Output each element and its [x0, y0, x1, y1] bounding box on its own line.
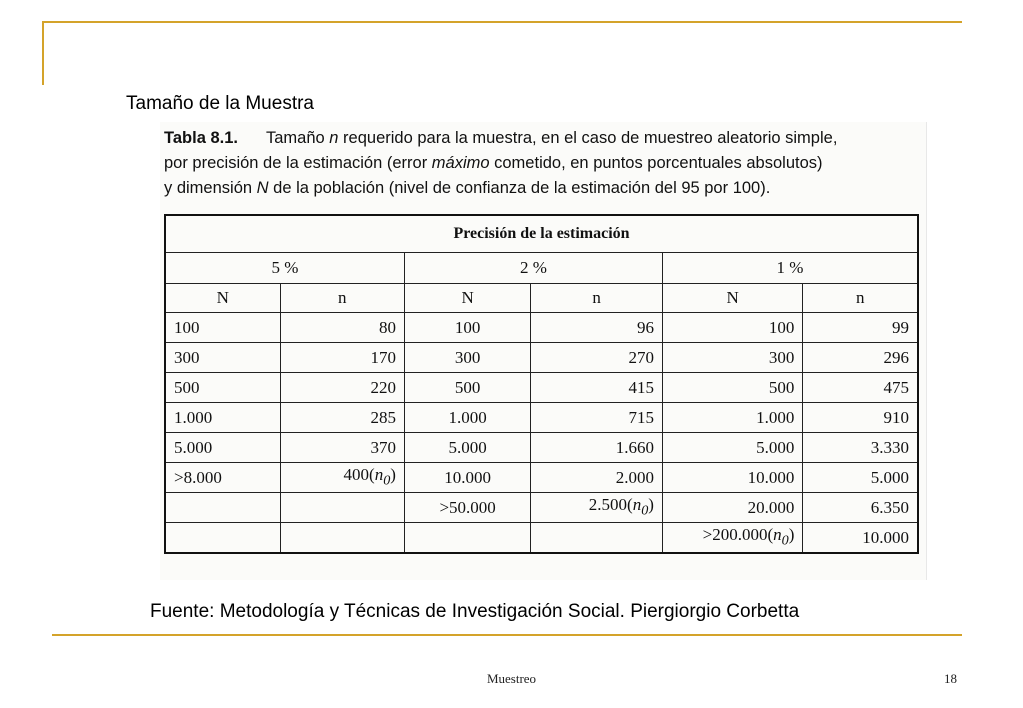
table-cell: [404, 373, 530, 403]
top-rule: [42, 21, 962, 23]
table-cell: [404, 313, 530, 343]
cell-value: 96: [636, 317, 654, 337]
cell-value: 270: [628, 347, 654, 367]
table-cell: [280, 313, 404, 343]
cell-value: 100: [768, 317, 795, 337]
caption-italic-n: n: [329, 129, 339, 147]
table-cell: [280, 343, 404, 373]
cell-value: >200.000(: [702, 525, 774, 545]
table-cell: $2.500(n_0)$: [531, 493, 663, 523]
cell-value: 475: [883, 377, 909, 397]
table-cell: [803, 463, 918, 493]
table-cell: [531, 403, 663, 433]
cell-value: 3.330: [870, 437, 909, 457]
table-cell: $400(n_0)$: [280, 463, 404, 493]
table-cell: [531, 523, 663, 554]
group-header-1: 1 %: [662, 253, 918, 284]
table-row: [165, 343, 918, 373]
cell-value: 2.000: [615, 467, 654, 487]
cell-value: 285: [370, 407, 396, 427]
table-cell: [662, 493, 802, 523]
table-cell: [803, 493, 918, 523]
cell-value: 100: [454, 317, 481, 337]
column-header-n: n: [280, 284, 404, 313]
cell-value: 5.000: [174, 437, 213, 457]
table-cell: [165, 463, 280, 493]
column-header-N: N: [662, 284, 802, 313]
table-cell: [280, 433, 404, 463]
cell-value: 5.000: [448, 437, 487, 457]
table-cell: [803, 523, 918, 554]
cell-value: 20.000: [747, 497, 795, 517]
cell-value: 1.000: [174, 407, 213, 427]
table-cell: [662, 313, 802, 343]
table-cell: [165, 343, 280, 373]
table-cell: [803, 433, 918, 463]
table-cell: [165, 373, 280, 403]
table-cell: [165, 403, 280, 433]
caption-text: cometido, en puntos porcentuales absolutos): [489, 154, 823, 172]
cell-value: >50.000: [439, 497, 496, 517]
cell-value: 100: [174, 317, 200, 337]
cell-value: 6.350: [870, 497, 909, 517]
table-cell: $>200.000(n_0)$: [662, 523, 802, 554]
cell-value: 500: [454, 377, 481, 397]
cell-value: 10.000: [747, 467, 795, 487]
n0-symbol: $n_0$: [632, 495, 649, 519]
cell-value: 370: [370, 437, 396, 457]
table-row: [165, 403, 918, 433]
table-cell: [531, 373, 663, 403]
table-cell: [404, 463, 530, 493]
caption-italic: máximo: [431, 154, 490, 172]
table-row: [165, 463, 918, 493]
page-number: 18: [944, 671, 957, 686]
cell-value: 300: [454, 347, 481, 367]
table-cell: [803, 403, 918, 433]
table-cell: [803, 373, 918, 403]
table-cell: [662, 433, 802, 463]
column-header-n: n: [803, 284, 918, 313]
sample-size-table: [164, 214, 919, 554]
cell-value: 170: [370, 347, 396, 367]
source-citation: Fuente: Metodología y Técnicas de Investigación Social. Piergiorgio Corbetta: [150, 601, 800, 622]
table-cell: [280, 373, 404, 403]
table-cell: [404, 403, 530, 433]
cell-value: 300: [174, 347, 200, 367]
group-header-2: 2 %: [404, 253, 662, 284]
left-rule: [42, 21, 44, 85]
cell-value: 910: [883, 407, 909, 427]
scanned-table-image: [160, 122, 926, 580]
slide-title: Tamaño de la Muestra: [126, 93, 314, 114]
cell-value: 1.000: [448, 407, 487, 427]
footer-label: Muestreo: [486, 671, 537, 686]
table-caption: [164, 126, 922, 201]
caption-text: requerido para la muestra, en el caso de muestreo aleatorio simple,: [338, 129, 838, 147]
table-row: [165, 433, 918, 463]
table-cell: [165, 493, 280, 523]
caption-text: por precisión de la estimación (error: [164, 154, 432, 172]
table-header: Precisión de la estimación: [165, 215, 918, 253]
table-cell: [404, 523, 530, 554]
cell-value: 500: [174, 377, 200, 397]
table-cell: [662, 403, 802, 433]
caption-text: de la población (nivel de confianza de la estimación del 95 por 100).: [268, 179, 771, 197]
cell-value: 1.660: [615, 437, 654, 457]
table-cell: [803, 313, 918, 343]
cell-value: 10.000: [862, 527, 909, 547]
table-cell: [662, 373, 802, 403]
cell-value: 5.000: [756, 437, 795, 457]
cell-value: 220: [370, 377, 396, 397]
table-cell: [531, 463, 663, 493]
group-header-5: 5 %: [165, 253, 404, 284]
n0-symbol: $n_0$: [374, 465, 391, 489]
table-cell: [165, 433, 280, 463]
table-row: [165, 313, 918, 343]
table-cell: [531, 343, 663, 373]
caption-text: y dimensión: [164, 179, 257, 197]
cell-value: 99: [892, 317, 909, 337]
table-cell: [662, 343, 802, 373]
column-header-N: N: [404, 284, 530, 313]
cell-value: 415: [628, 377, 654, 397]
table-cell: [404, 493, 530, 523]
table-cell: [803, 343, 918, 373]
cell-value: >8.000: [174, 467, 222, 487]
n0-symbol: $n_0$: [773, 525, 789, 549]
table-cell: [280, 493, 404, 523]
cell-value: 1.000: [756, 407, 795, 427]
table-cell: [404, 433, 530, 463]
cell-value: 5.000: [870, 467, 909, 487]
caption-text: Tamaño: [265, 129, 330, 147]
column-header-n: n: [531, 284, 663, 313]
table-cell: [280, 523, 404, 554]
caption-italic-N: N: [256, 179, 269, 197]
bottom-rule: [52, 634, 962, 636]
table-cell: [404, 343, 530, 373]
table-cell: [531, 313, 663, 343]
cell-value: 300: [768, 347, 795, 367]
table-row: [165, 523, 918, 554]
cell-value: 296: [883, 347, 909, 367]
table-cell: [280, 403, 404, 433]
table-cell: [165, 523, 280, 554]
column-header-N: N: [165, 284, 280, 313]
table-cell: [662, 463, 802, 493]
cell-value: 715: [628, 407, 654, 427]
cell-value: 10.000: [444, 467, 492, 487]
caption-label: Tabla 8.1.: [164, 129, 238, 147]
table-cell: [165, 313, 280, 343]
table-cell: [531, 433, 663, 463]
table-row: [165, 493, 918, 523]
table-row: [165, 373, 918, 403]
cell-value: 80: [378, 317, 396, 337]
cell-value: 2.500(: [588, 495, 633, 515]
cell-value: 500: [768, 377, 795, 397]
cell-value: 400(: [343, 465, 375, 485]
